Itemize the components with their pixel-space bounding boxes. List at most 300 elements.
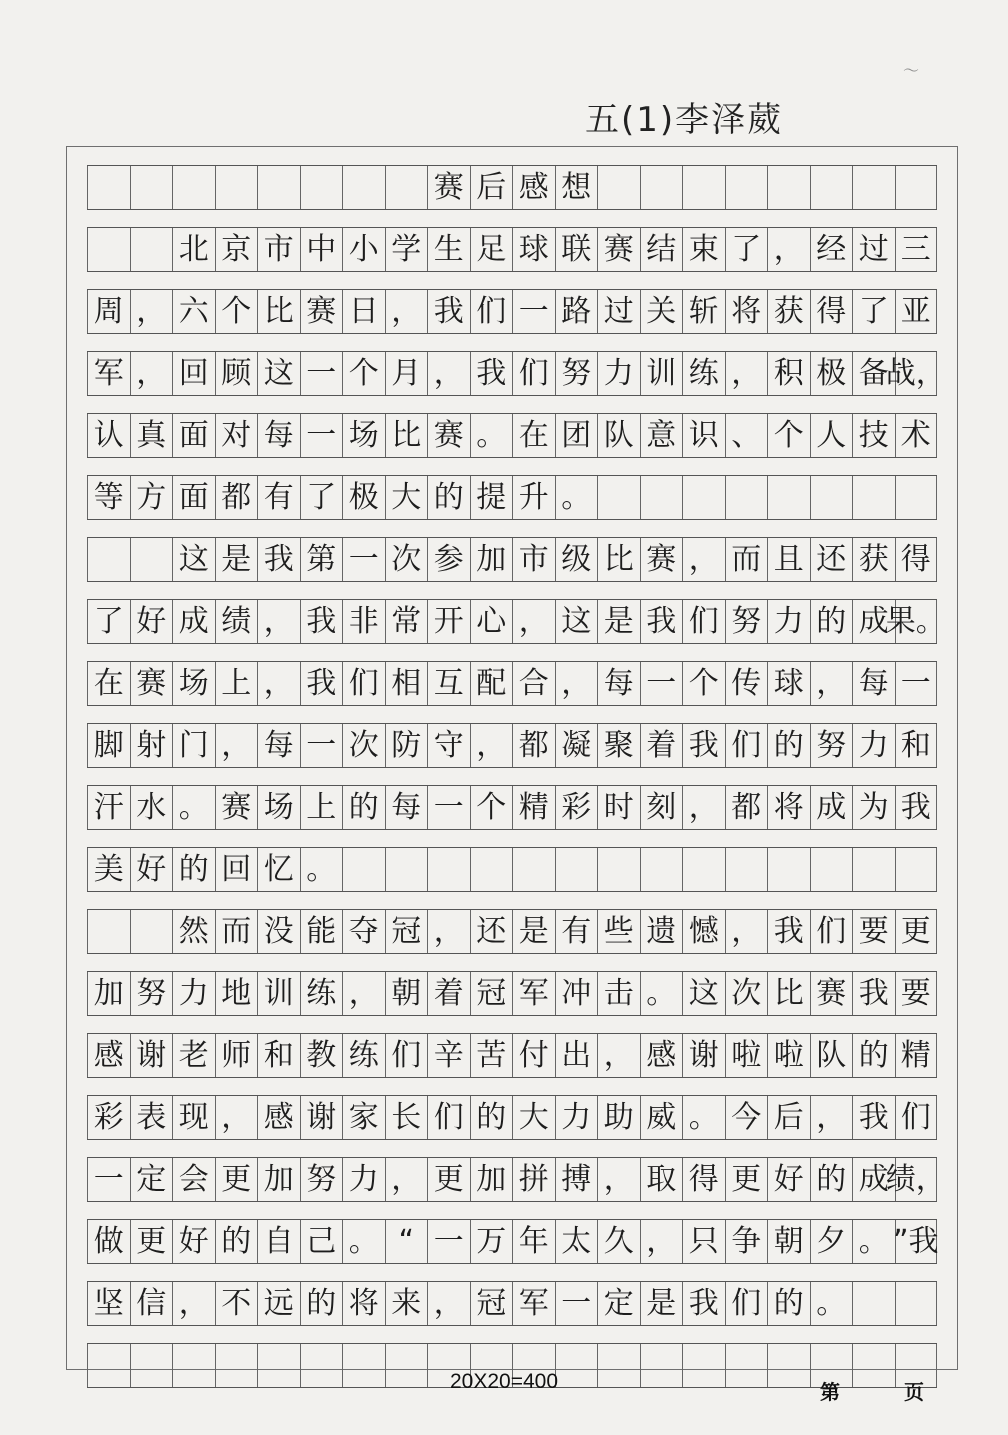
grid-cell: 我	[470, 352, 513, 395]
grid-cell	[215, 166, 258, 209]
grid-cell: 们	[385, 1034, 428, 1077]
grid-cell: 真	[130, 414, 173, 457]
grid-cell: 家	[342, 1096, 385, 1139]
grid-cell	[215, 1344, 258, 1387]
grid-cell: 努	[300, 1158, 343, 1201]
grid-cell: 都	[725, 786, 768, 829]
grid-cell: 表	[130, 1096, 173, 1139]
grid-row	[87, 723, 937, 768]
grid-cell: 市	[512, 538, 555, 581]
grid-cell: 面	[172, 476, 215, 519]
grid-cell: 参	[427, 538, 470, 581]
grid-cell: 军	[512, 972, 555, 1015]
grid-cell: 的	[172, 848, 215, 891]
grid-cell: 好	[130, 848, 173, 891]
grid-row	[87, 227, 937, 272]
grid-cell: 提	[470, 476, 513, 519]
grid-row	[87, 165, 937, 210]
grid-cell	[87, 228, 130, 271]
grid-cell: 感	[640, 1034, 683, 1077]
grid-cell: 刻	[640, 786, 683, 829]
grid-cell: 球	[512, 228, 555, 271]
grid-cell: 们	[810, 910, 853, 953]
grid-cell: 忆	[257, 848, 300, 891]
grid-cell: 出	[555, 1034, 598, 1077]
grid-cell: 面	[172, 414, 215, 457]
grid-cell: 绩	[215, 600, 258, 643]
grid-cell: 拼	[512, 1158, 555, 1201]
grid-cell: ，	[682, 786, 725, 829]
grid-cell: 更	[427, 1158, 470, 1201]
grid-cell: 们	[725, 1282, 768, 1325]
grid-cell: 训	[640, 352, 683, 395]
grid-cell: 个	[767, 414, 810, 457]
grid-cell: 们	[427, 1096, 470, 1139]
grid-row	[87, 785, 937, 830]
grid-cell: 周	[87, 290, 130, 333]
grid-cell	[810, 166, 853, 209]
grid-cell: 等	[87, 476, 130, 519]
grid-cell: 还	[470, 910, 513, 953]
grid-cell	[87, 538, 130, 581]
grid-cell: ，	[682, 538, 725, 581]
grid-cell: 过	[597, 290, 640, 333]
grid-cell: 绩，	[895, 1158, 938, 1201]
grid-cell	[300, 1344, 343, 1387]
grid-cell	[895, 476, 938, 519]
grid-cell: 太	[555, 1220, 598, 1263]
grid-cell: 更	[215, 1158, 258, 1201]
grid-cell	[342, 1344, 385, 1387]
grid-cell: 比	[385, 414, 428, 457]
grid-cell: 要	[852, 910, 895, 953]
grid-cell	[87, 910, 130, 953]
grid-cell: 谢	[300, 1096, 343, 1139]
grid-row	[87, 1219, 937, 1264]
grid-cell: 一	[512, 290, 555, 333]
grid-cell: 加	[470, 1158, 513, 1201]
grid-cell: 。	[682, 1096, 725, 1139]
grid-cell: 水	[130, 786, 173, 829]
grid-row	[87, 661, 937, 706]
grid-cell: 一	[300, 414, 343, 457]
grid-cell: 我	[300, 662, 343, 705]
grid-cell: 获	[852, 538, 895, 581]
grid-cell: 升	[512, 476, 555, 519]
grid-cell: 们	[682, 600, 725, 643]
grid-cell: ，	[597, 1034, 640, 1077]
grid-cell: 一	[555, 1282, 598, 1325]
grid-row	[87, 599, 946, 644]
grid-cell: 做	[87, 1220, 130, 1263]
grid-cell	[810, 848, 853, 891]
grid-cell: ，	[427, 1282, 470, 1325]
grid-cell: 在	[87, 662, 130, 705]
grid-cell: 辛	[427, 1034, 470, 1077]
grid-cell: 级	[555, 538, 598, 581]
grid-cell	[852, 476, 895, 519]
grid-cell: 我	[640, 600, 683, 643]
grid-cell	[385, 1344, 428, 1387]
grid-cell: 威	[640, 1096, 683, 1139]
grid-cell: 们	[470, 290, 513, 333]
grid-cell: 啦	[767, 1034, 810, 1077]
grid-cell: 的	[427, 476, 470, 519]
grid-cell: 要	[895, 972, 938, 1015]
grid-cell: 射	[130, 724, 173, 767]
grid-cell: 常	[385, 600, 428, 643]
grid-cell: 人	[810, 414, 853, 457]
grid-cell: 不	[215, 1282, 258, 1325]
grid-cell	[427, 848, 470, 891]
grid-cell: 上	[215, 662, 258, 705]
grid-row	[87, 847, 937, 892]
grid-cell: 成	[172, 600, 215, 643]
grid-cell: 我	[427, 290, 470, 333]
grid-cell: 感	[87, 1034, 130, 1077]
grid-cell: 更	[895, 910, 938, 953]
grid-cell: 冠	[470, 972, 513, 1015]
grid-cell: 努	[725, 600, 768, 643]
grid-cell: 获	[767, 290, 810, 333]
grid-cell: 一	[300, 352, 343, 395]
grid-row	[87, 475, 937, 520]
grid-cell: 精	[895, 1034, 938, 1077]
grid-cell: 没	[257, 910, 300, 953]
grid-cell	[852, 1282, 895, 1325]
grid-cell: 精	[512, 786, 555, 829]
grid-cell	[682, 848, 725, 891]
grid-cell: 对	[215, 414, 258, 457]
grid-cell: 成	[852, 1158, 895, 1201]
grid-row	[87, 1033, 937, 1078]
grid-cell: 信	[130, 1282, 173, 1325]
grid-cell: ，	[512, 600, 555, 643]
grid-row	[87, 1281, 937, 1326]
grid-cell: 我	[257, 538, 300, 581]
grid-cell: 的	[852, 1034, 895, 1077]
grid-cell: 苦	[470, 1034, 513, 1077]
grid-cell: 个	[215, 290, 258, 333]
grid-cell: 一	[640, 662, 683, 705]
grid-cell: 赛	[597, 228, 640, 271]
grid-cell: 一	[342, 538, 385, 581]
grid-cell: 场	[257, 786, 300, 829]
grid-cell: 的	[810, 1158, 853, 1201]
grid-cell: 场	[172, 662, 215, 705]
grid-cell	[385, 848, 428, 891]
grid-cell: 。	[342, 1220, 385, 1263]
grid-cell: 六	[172, 290, 215, 333]
grid-cell: 了	[87, 600, 130, 643]
grid-cell: 能	[300, 910, 343, 953]
grid-cell: 力	[767, 600, 810, 643]
grid-cell: 汗	[87, 786, 130, 829]
grid-cell: 。	[470, 414, 513, 457]
grid-row	[87, 1095, 937, 1140]
grid-cell: 只	[682, 1220, 725, 1263]
grid-cell: ，	[470, 724, 513, 767]
grid-cell: ，	[385, 290, 428, 333]
grid-cell: 成	[852, 600, 895, 643]
grid-cell: ，	[810, 662, 853, 705]
grid-cell	[725, 166, 768, 209]
grid-cell: 这	[555, 600, 598, 643]
grid-cell: 一	[300, 724, 343, 767]
grid-cell: 美	[87, 848, 130, 891]
grid-cell: 得	[810, 290, 853, 333]
grid-cell: 且	[767, 538, 810, 581]
grid-cell: 着	[640, 724, 683, 767]
grid-cell: 大	[385, 476, 428, 519]
grid-cell: 个	[342, 352, 385, 395]
corner-mark: ～	[903, 61, 920, 80]
grid-cell: ，	[172, 1282, 215, 1325]
grid-cell	[682, 166, 725, 209]
grid-cell: 我	[682, 1282, 725, 1325]
page-label-suffix: 页	[904, 1380, 924, 1404]
grid-cell: 冠	[470, 1282, 513, 1325]
grid-cell: 个	[682, 662, 725, 705]
grid-cell: 自	[257, 1220, 300, 1263]
grid-cell: 京	[215, 228, 258, 271]
grid-cell: ，	[342, 972, 385, 1015]
grid-cell: 会	[172, 1158, 215, 1201]
grid-cell: 感	[257, 1096, 300, 1139]
grid-cell: 彩	[555, 786, 598, 829]
grid-cell: 联	[555, 228, 598, 271]
grid-cell: 极	[810, 352, 853, 395]
grid-cell	[172, 166, 215, 209]
grid-cell: 夺	[342, 910, 385, 953]
grid-cell: 今	[725, 1096, 768, 1139]
grid-cell: 力	[555, 1096, 598, 1139]
grid-cell	[767, 848, 810, 891]
grid-cell: 。	[810, 1282, 853, 1325]
author-name: 五(1)李泽葳	[585, 100, 784, 140]
writing-grid	[87, 165, 946, 1405]
grid-cell: 力	[597, 352, 640, 395]
grid-cell: 定	[597, 1282, 640, 1325]
grid-cell	[87, 166, 130, 209]
grid-cell: 防	[385, 724, 428, 767]
grid-row	[87, 289, 937, 334]
grid-cell: 冲	[555, 972, 598, 1015]
grid-cell: 们	[895, 1096, 938, 1139]
grid-cell	[172, 1344, 215, 1387]
grid-cell: 努	[130, 972, 173, 1015]
grid-cell: 月	[385, 352, 428, 395]
grid-cell	[130, 538, 173, 581]
grid-cell: ，	[427, 910, 470, 953]
grid-cell: 传	[725, 662, 768, 705]
grid-cell: “	[385, 1220, 428, 1263]
grid-cell: 凝	[555, 724, 598, 767]
grid-cell: 遗	[640, 910, 683, 953]
grid-cell: ”我	[895, 1220, 938, 1263]
grid-cell: 队	[597, 414, 640, 457]
grid-cell: 都	[215, 476, 258, 519]
grid-row	[87, 1157, 946, 1202]
grid-cell: 一	[427, 1220, 470, 1263]
grid-cell: 取	[640, 1158, 683, 1201]
grid-cell: 的	[342, 786, 385, 829]
grid-cell: 为	[852, 786, 895, 829]
grid-cell	[257, 166, 300, 209]
grid-cell: ，	[215, 1096, 258, 1139]
grid-cell: 然	[172, 910, 215, 953]
grid-cell: 有	[257, 476, 300, 519]
grid-cell: 。	[555, 476, 598, 519]
grid-cell: 冠	[385, 910, 428, 953]
grid-cell: 每	[257, 724, 300, 767]
grid-cell: 将	[725, 290, 768, 333]
grid-cell: 比	[767, 972, 810, 1015]
grid-cell: 果。	[895, 600, 938, 643]
grid-cell: 三	[895, 228, 938, 271]
grid-cell: 好	[172, 1220, 215, 1263]
grid-cell: 练	[342, 1034, 385, 1077]
grid-row	[87, 909, 937, 954]
grid-cell: 门	[172, 724, 215, 767]
grid-cell: 我	[852, 972, 895, 1015]
grid-cell: 击	[597, 972, 640, 1015]
grid-cell: ，	[725, 352, 768, 395]
grid-cell: 小	[342, 228, 385, 271]
grid-cell: 路	[555, 290, 598, 333]
grid-cell: 赛	[810, 972, 853, 1015]
grid-cell: 比	[257, 290, 300, 333]
grid-cell: 合	[512, 662, 555, 705]
grid-cell	[725, 1344, 768, 1387]
grid-cell: 而	[725, 538, 768, 581]
grid-cell: 得	[895, 538, 938, 581]
grid-cell	[555, 1344, 598, 1387]
grid-cell: 积	[767, 352, 810, 395]
grid-cell: 感	[512, 166, 555, 209]
grid-cell	[682, 1344, 725, 1387]
grid-cell: 了	[852, 290, 895, 333]
grid-cell: 大	[512, 1096, 555, 1139]
grid-cell: 的	[215, 1220, 258, 1263]
grid-cell: 赛	[640, 538, 683, 581]
grid-cell: 一	[895, 662, 938, 705]
grid-cell: 北	[172, 228, 215, 271]
grid-cell: 一	[427, 786, 470, 829]
grid-cell: 每	[597, 662, 640, 705]
grid-cell: 军	[512, 1282, 555, 1325]
grid-cell: 长	[385, 1096, 428, 1139]
grid-cell: 而	[215, 910, 258, 953]
grid-cell: 来	[385, 1282, 428, 1325]
grid-cell: 搏	[555, 1158, 598, 1201]
grid-cell: 上	[300, 786, 343, 829]
grid-cell: 练	[300, 972, 343, 1015]
grid-cell: 更	[725, 1158, 768, 1201]
grid-cell: 是	[640, 1282, 683, 1325]
grid-cell: 谢	[130, 1034, 173, 1077]
grid-cell: 谢	[682, 1034, 725, 1077]
grid-row	[87, 413, 937, 458]
grid-cell: ，	[257, 600, 300, 643]
grid-cell: 力	[852, 724, 895, 767]
grid-cell: 束	[682, 228, 725, 271]
grid-cell: 朝	[767, 1220, 810, 1263]
grid-cell	[555, 848, 598, 891]
grid-cell: 市	[257, 228, 300, 271]
grid-cell: ，	[257, 662, 300, 705]
grid-cell: 我	[300, 600, 343, 643]
grid-cell: 力	[342, 1158, 385, 1201]
grid-cell: 个	[470, 786, 513, 829]
grid-cell: 是	[512, 910, 555, 953]
grid-cell: ，	[555, 662, 598, 705]
grid-cell: 一	[87, 1158, 130, 1201]
grid-cell: 每	[852, 662, 895, 705]
grid-cell: 次	[385, 538, 428, 581]
grid-cell	[767, 1344, 810, 1387]
grid-cell: 场	[342, 414, 385, 457]
grid-cell: 的	[767, 724, 810, 767]
grid-cell: 配	[470, 662, 513, 705]
grid-cell: 回	[172, 352, 215, 395]
grid-cell: 团	[555, 414, 598, 457]
grid-cell: 第	[300, 538, 343, 581]
grid-cell: 赛	[215, 786, 258, 829]
grid-cell: ，	[130, 352, 173, 395]
grid-cell	[385, 166, 428, 209]
grid-cell: ，	[767, 228, 810, 271]
grid-cell: ，	[215, 724, 258, 767]
grid-cell: 些	[597, 910, 640, 953]
grid-cell: 守	[427, 724, 470, 767]
grid-cell: ，	[385, 1158, 428, 1201]
grid-cell: ，	[130, 290, 173, 333]
grid-cell: 夕	[810, 1220, 853, 1263]
grid-cell: 回	[215, 848, 258, 891]
grid-cell: 方	[130, 476, 173, 519]
grid-cell	[597, 1344, 640, 1387]
grid-cell: 球	[767, 662, 810, 705]
grid-cell: 加	[87, 972, 130, 1015]
grid-cell	[87, 1344, 130, 1387]
grid-cell: 坚	[87, 1282, 130, 1325]
grid-cell: 老	[172, 1034, 215, 1077]
grid-cell: 年	[512, 1220, 555, 1263]
grid-cell: 己	[300, 1220, 343, 1263]
grid-cell: 极	[342, 476, 385, 519]
grid-cell	[597, 848, 640, 891]
grid-cell: 技	[852, 414, 895, 457]
grid-cell	[470, 848, 513, 891]
grid-cell: 结	[640, 228, 683, 271]
grid-cell: 关	[640, 290, 683, 333]
grid-cell: 这	[682, 972, 725, 1015]
grid-cell: 赛	[130, 662, 173, 705]
grid-row	[87, 537, 937, 582]
grid-cell: 斩	[682, 290, 725, 333]
grid-cell: 的	[767, 1282, 810, 1325]
grid-count-label: 20X20=400	[450, 1370, 559, 1393]
grid-cell: 互	[427, 662, 470, 705]
grid-cell: 了	[725, 228, 768, 271]
grid-cell: 啦	[725, 1034, 768, 1077]
grid-cell: 中	[300, 228, 343, 271]
grid-cell: 战，	[895, 352, 938, 395]
grid-cell: 是	[597, 600, 640, 643]
grid-cell: 每	[385, 786, 428, 829]
grid-cell: 想	[555, 166, 598, 209]
